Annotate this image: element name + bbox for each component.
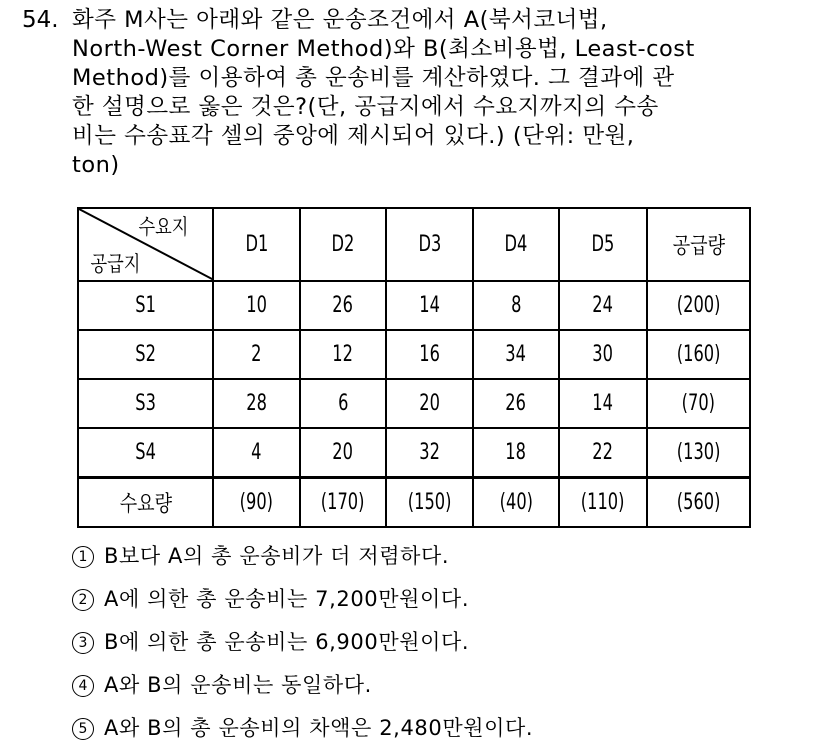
header-cell-d1: D1 xyxy=(213,208,300,281)
cost-cell: 2 xyxy=(213,330,300,379)
question-line: North-West Corner Method)와 B(최소비용법, Least-cost xyxy=(72,36,695,62)
row-label: 수요량 xyxy=(78,478,213,528)
question-number: 54. xyxy=(22,7,59,33)
cost-cell: 12 xyxy=(300,330,386,379)
circled-number-icon: 5 xyxy=(72,718,94,740)
cost-cell: 20 xyxy=(386,379,473,428)
question-text xyxy=(72,6,812,180)
header-cell-d5: D5 xyxy=(559,208,647,281)
demand-cell: (110) xyxy=(559,478,647,528)
total-cell: (560) xyxy=(647,478,750,528)
answer-options xyxy=(72,537,533,752)
header-cell-d4: D4 xyxy=(473,208,559,281)
demand-cell: (40) xyxy=(473,478,559,528)
question-line: 비는 수송표각 셀의 중앙에 제시되어 있다.) (단위: 만원, xyxy=(72,123,635,149)
demand-cell: (170) xyxy=(300,478,386,528)
cost-cell: 32 xyxy=(386,428,473,478)
cost-cell: 30 xyxy=(559,330,647,379)
row-label: S1 xyxy=(78,281,213,330)
supply-cell: (130) xyxy=(647,428,750,478)
question-line: 화주 M사는 아래와 같은 운송조건에서 A(북서코너법, xyxy=(72,7,608,33)
header-cell-d2: D2 xyxy=(300,208,386,281)
cost-cell: 26 xyxy=(300,281,386,330)
circled-number-icon: 4 xyxy=(72,675,94,697)
demand-point-label: 수요지 xyxy=(138,215,189,239)
answer-option-5[interactable] xyxy=(72,709,533,752)
row-label: S4 xyxy=(78,428,213,478)
option-text: A에 의한 총 운송비는 7,200만원이다. xyxy=(104,587,470,611)
answer-option-3[interactable] xyxy=(72,623,533,666)
cost-cell: 8 xyxy=(473,281,559,330)
option-text: A와 B의 운송비는 동일하다. xyxy=(104,673,372,697)
option-text: A와 B의 총 운송비의 차액은 2,480만원이다. xyxy=(104,716,534,740)
cost-cell: 10 xyxy=(213,281,300,330)
table-row-s4 xyxy=(78,428,750,478)
demand-cell: (90) xyxy=(213,478,300,528)
answer-option-4[interactable] xyxy=(72,666,533,709)
table-row-s3 xyxy=(78,379,750,428)
answer-option-2[interactable] xyxy=(72,580,533,623)
row-label: S3 xyxy=(78,379,213,428)
cost-cell: 26 xyxy=(473,379,559,428)
table-row-s2 xyxy=(78,330,750,379)
cost-cell: 14 xyxy=(386,281,473,330)
header-cell-d3: D3 xyxy=(386,208,473,281)
header-cell-supply: 공급량 xyxy=(647,208,750,281)
cost-cell: 34 xyxy=(473,330,559,379)
option-text: B에 의한 총 운송비는 6,900만원이다. xyxy=(104,630,470,654)
demand-row xyxy=(78,478,750,528)
corner-header-cell xyxy=(78,208,213,281)
row-label: S2 xyxy=(78,330,213,379)
supply-cell: (200) xyxy=(647,281,750,330)
supply-cell: (70) xyxy=(647,379,750,428)
demand-cell: (150) xyxy=(386,478,473,528)
cost-cell: 4 xyxy=(213,428,300,478)
supply-cell: (160) xyxy=(647,330,750,379)
cost-cell: 24 xyxy=(559,281,647,330)
cost-cell: 6 xyxy=(300,379,386,428)
cost-cell: 28 xyxy=(213,379,300,428)
cost-cell: 20 xyxy=(300,428,386,478)
cost-cell: 14 xyxy=(559,379,647,428)
circled-number-icon: 3 xyxy=(72,632,94,654)
header-row xyxy=(78,208,750,281)
transport-cost-table xyxy=(77,207,751,528)
answer-option-1[interactable] xyxy=(72,537,533,580)
question-line: Method)를 이용하여 총 운송비를 계산하였다. 그 결과에 관 xyxy=(72,65,675,91)
option-text: B보다 A의 총 운송비가 더 저렴하다. xyxy=(104,544,450,568)
cost-cell: 18 xyxy=(473,428,559,478)
circled-number-icon: 2 xyxy=(72,589,94,611)
transport-table-wrapper xyxy=(77,207,751,528)
cost-cell: 22 xyxy=(559,428,647,478)
table-row-s1 xyxy=(78,281,750,330)
cost-cell: 16 xyxy=(386,330,473,379)
question-line: ton) xyxy=(72,152,120,178)
circled-number-icon: 1 xyxy=(72,546,94,568)
question-line: 한 설명으로 옳은 것은?(단, 공급지에서 수요지까지의 수송 xyxy=(72,94,659,120)
supply-point-label: 공급지 xyxy=(90,252,141,276)
